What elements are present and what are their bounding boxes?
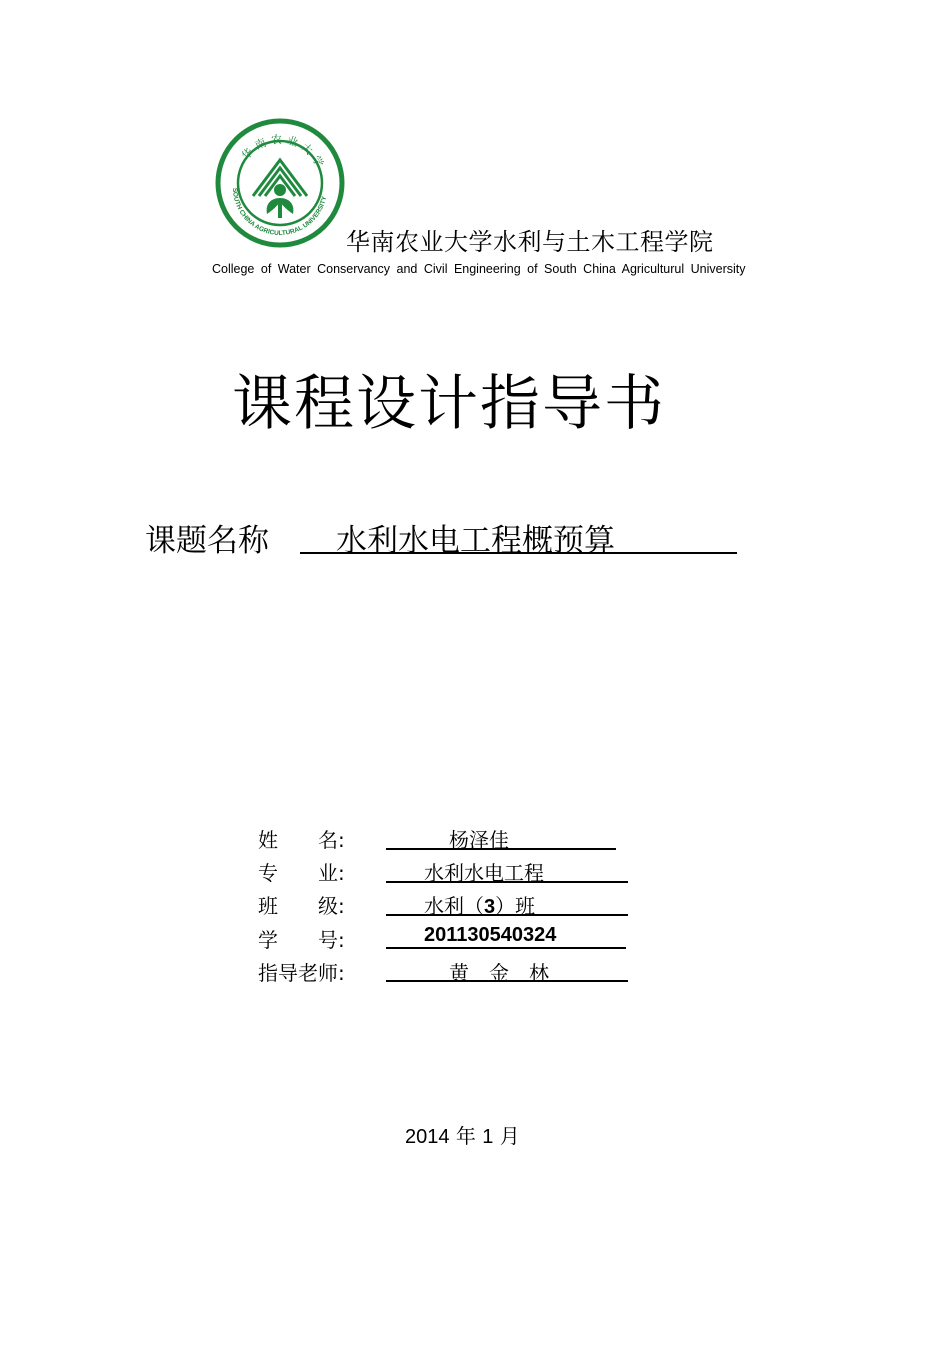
college-name-english: College of Water Conservancy and Civil Engineering of South China Agriculturul University — [212, 262, 746, 276]
topic-value: 水利水电工程概预算 — [336, 523, 615, 559]
student-id-label: 学 号: — [258, 928, 345, 952]
document-title: 课程设计指导书 — [232, 369, 666, 439]
advisor-value: 黄 金 林 — [449, 961, 549, 985]
date-month-unit: 月 — [499, 1124, 520, 1148]
advisor-label: 指导老师: — [258, 961, 345, 985]
date-month: 1 — [482, 1126, 494, 1148]
name-value: 杨泽佳 — [449, 828, 509, 852]
class-label: 班 级: — [258, 894, 345, 918]
date-year: 2014 — [405, 1126, 450, 1148]
student-id-underline — [386, 947, 626, 949]
name-label: 姓 名: — [258, 828, 345, 852]
class-value — [424, 890, 535, 919]
major-value: 水利水电工程 — [424, 861, 544, 885]
class-suffix: ）班 — [495, 894, 536, 918]
major-label: 专 业: — [258, 861, 345, 885]
topic-label: 课题名称 — [145, 523, 269, 559]
seal-ring-text: SOUTH CHINA AGRICULTURAL UNIVERSITY — [230, 187, 329, 238]
seal-top-text: 华南农业大学 — [239, 132, 328, 173]
date-year-unit: 年 — [455, 1124, 476, 1148]
class-number: 3 — [484, 896, 496, 918]
college-name-chinese: 华南农业大学水利与土木工程学院 — [346, 228, 714, 256]
class-prefix: 水利（ — [424, 894, 484, 918]
document-date — [405, 1120, 520, 1149]
university-seal-logo — [215, 118, 345, 248]
student-id-value: 201130540324 — [424, 924, 557, 946]
